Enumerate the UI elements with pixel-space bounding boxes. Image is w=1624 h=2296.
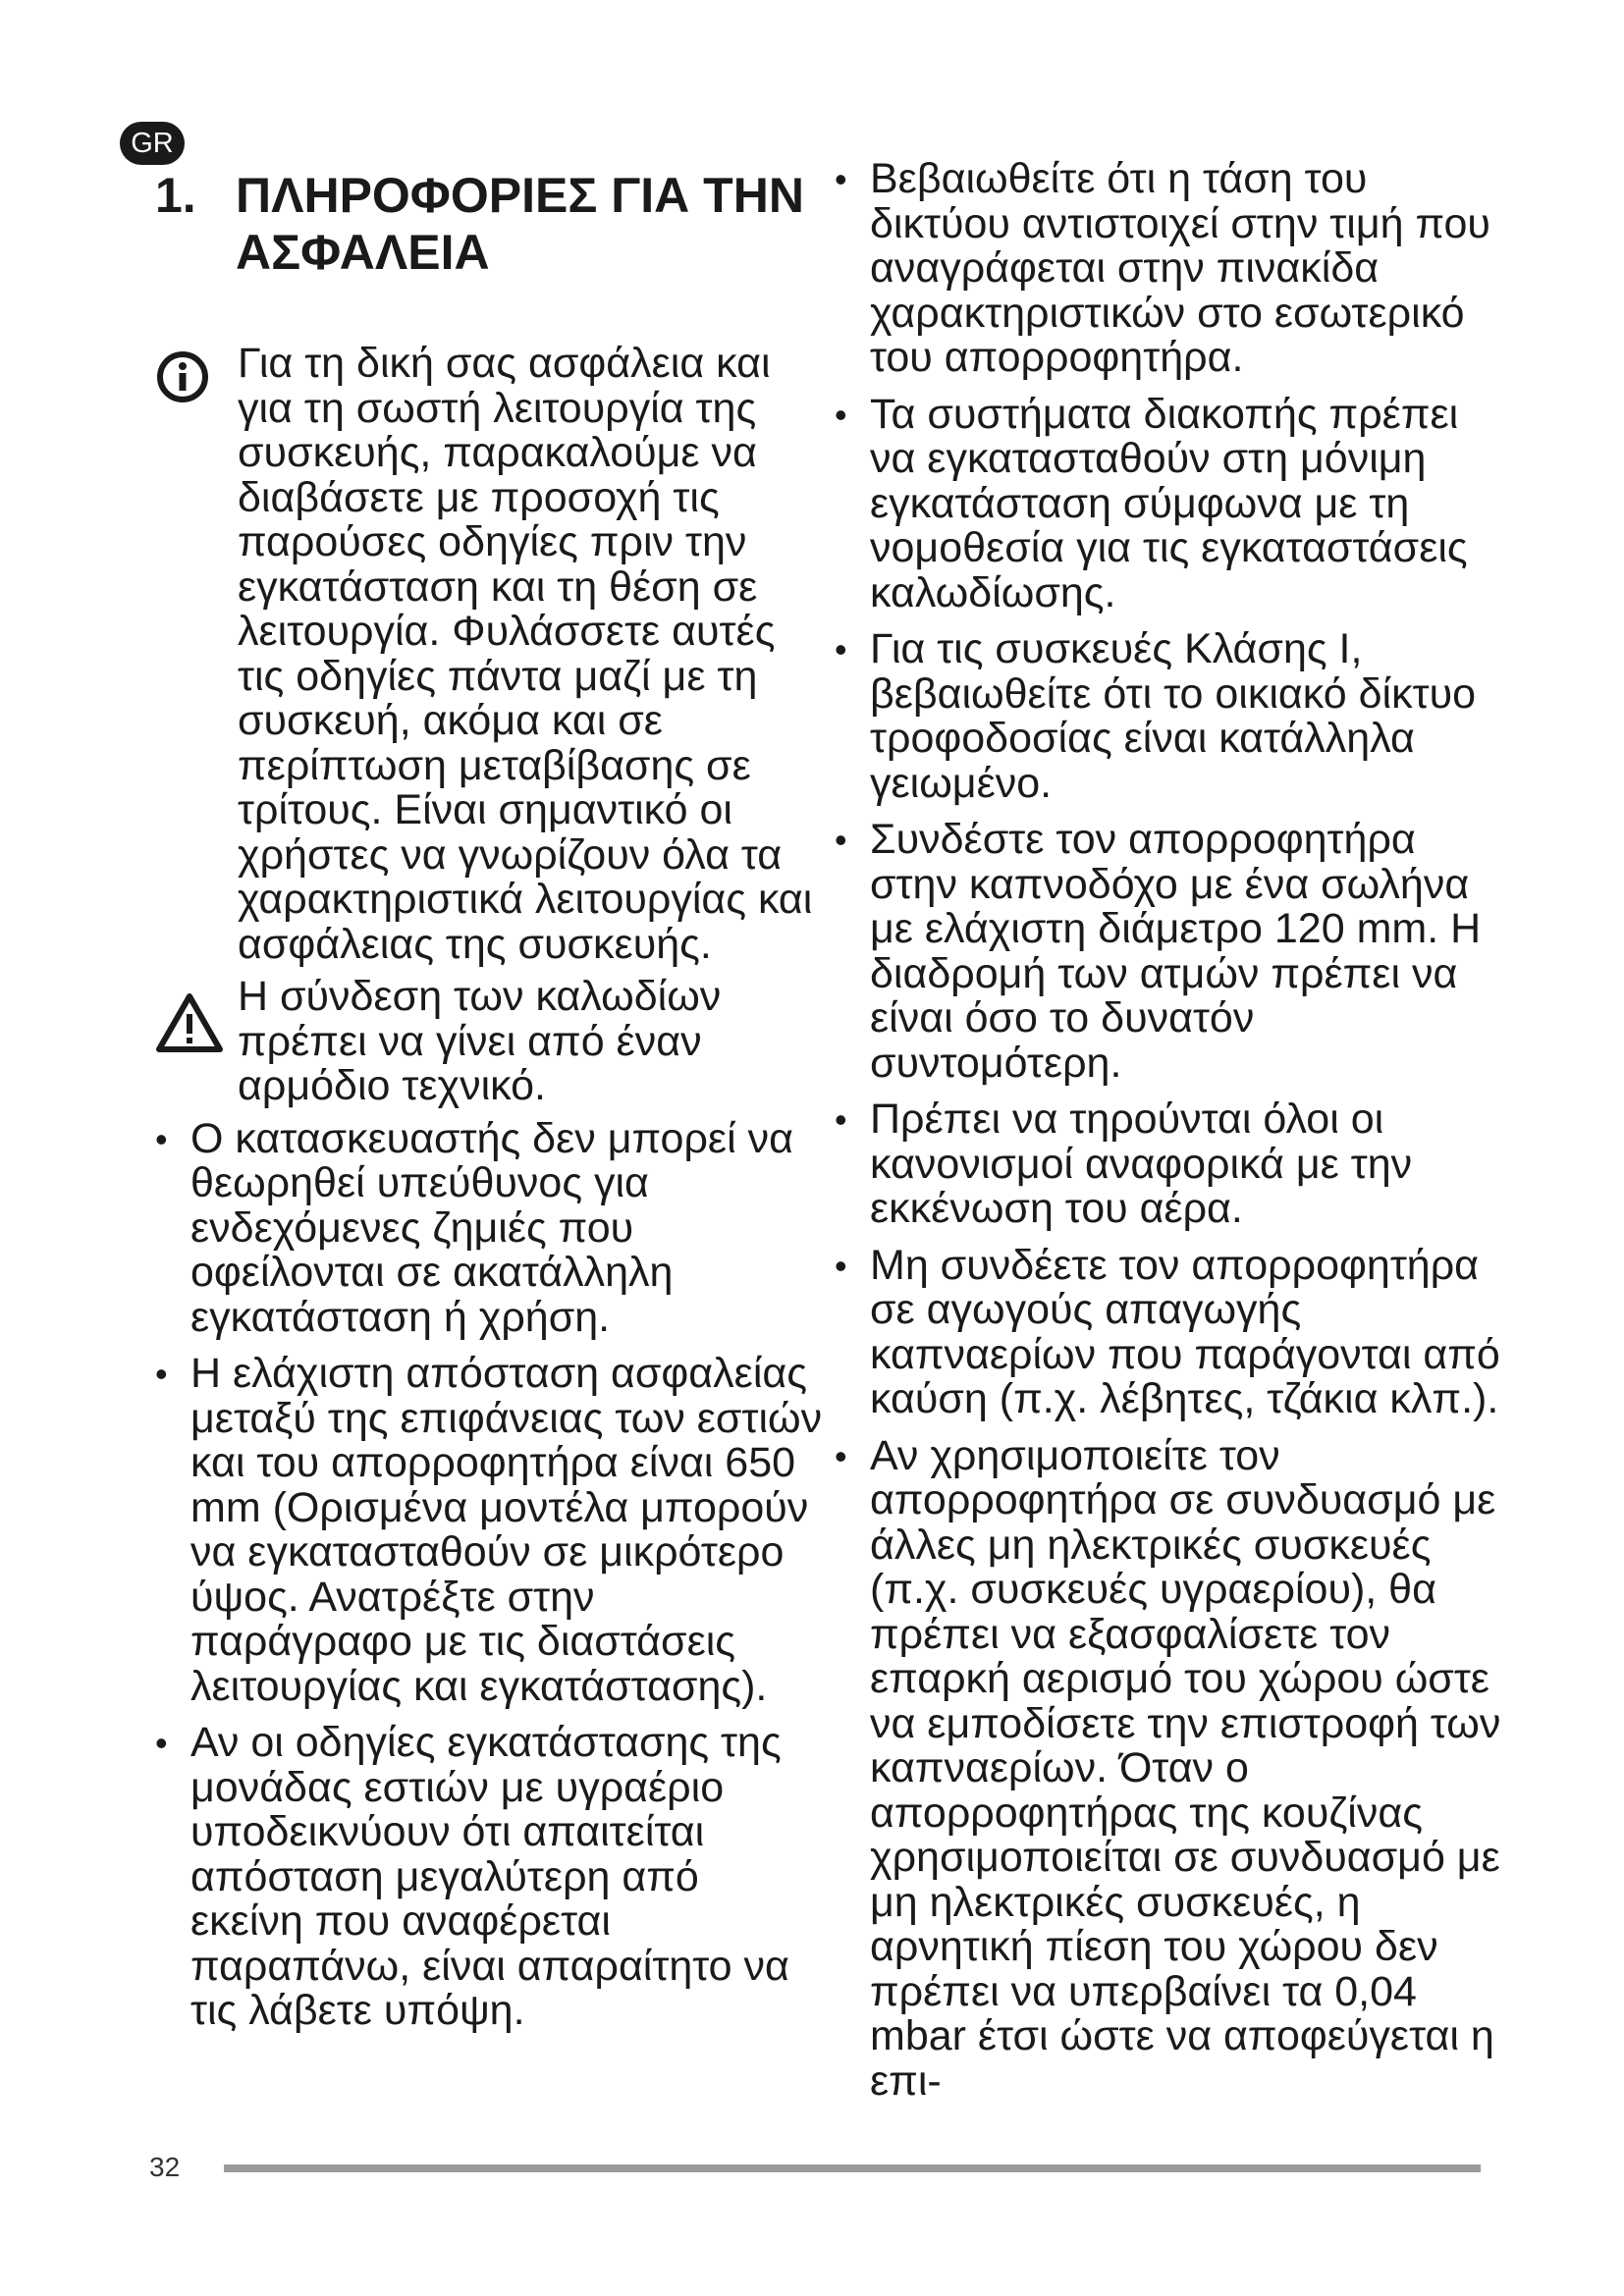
list-item: • Ο κατασκευαστής δεν μπορεί να θεωρηθεί υπεύθυνος για ενδεχόμενες ζημιές που οφείλονται σε ακατάλληλη εγκατάσταση ή χρήση. bbox=[155, 1117, 823, 1341]
list-item: • Μη συνδέετε τον απορροφητήρα σε αγωγούς απαγωγής καπναερίων που παράγονται από καύση (π.χ. λέβητες, τζάκια κλπ.). bbox=[835, 1244, 1512, 1422]
list-item: • Τα συστήματα διακοπής πρέπει να εγκατασταθούν στη μόνιμη εγκατάσταση σύμφωνα με τη νομοθεσία για τις εγκαταστάσεις καλωδίωσης. bbox=[835, 393, 1512, 616]
right-bullet-list bbox=[835, 157, 1512, 2104]
list-item: • Αν χρησιμοποιείτε τον απορροφητήρα σε συνδυασμό με άλλες μη ηλεκτρικές συσκευές (π.χ. συσκευές υγραερίου), θα πρέπει να εξασφαλίσετε τον επαρκή αερισμό του χώρου ώστε να εμποδίσετε την επιστροφή των καπναερίων. Όταν ο απορροφητήρας της κουζίνας χρησιμοποιείται σε συνδυασμό με μη ηλεκτρικές συσκευές, η αρνητική πίεση του χώρου δεν πρέπει να υπερβαίνει τα 0,04 mbar έτσι ώστε να αποφεύγεται η επι- bbox=[835, 1434, 1512, 2105]
section-title: ΠΛΗΡΟΦΟΡΙΕΣ ΓΙΑ ΤΗΝ ΑΣΦΑΛΕΙΑ bbox=[236, 168, 804, 280]
section-heading bbox=[155, 167, 823, 281]
info-notice bbox=[155, 342, 823, 967]
section-number: 1. bbox=[155, 168, 196, 223]
language-badge: GR bbox=[120, 122, 185, 165]
footer-divider bbox=[224, 2164, 1481, 2172]
left-bullet-list bbox=[155, 1114, 823, 2034]
warning-notice-text: Η σύνδεση των καλωδίων πρέπει να γίνει από έναν αρμόδιο τεχνικό. bbox=[238, 973, 722, 1109]
page-number: 32 bbox=[149, 2152, 181, 2182]
right-column bbox=[835, 157, 1512, 2115]
list-item: • Συνδέστε τον απορροφητήρα στην καπνοδόχο με ένα σωλήνα με ελάχιστη διάμετρο 120 mm. Η διαδρομή των ατμών πρέπει να είναι όσο το δυνατόν συντομότερη. bbox=[835, 818, 1512, 1086]
warning-notice bbox=[155, 975, 823, 1109]
info-circle-icon bbox=[155, 342, 238, 409]
list-item: • Η ελάχιστη απόσταση ασφαλείας μεταξύ της επιφάνειας των εστιών και του απορροφητήρα είναι 650 mm (Ορισμένα μοντέλα μπορούν να εγκατασταθούν σε μικρότερο ύψος. Ανατρέξτε στην παράγραφο με τις διαστάσεις λειτουργίας και εγκατάστασης). bbox=[155, 1352, 823, 1709]
list-item: • Αν οι οδηγίες εγκατάστασης της μονάδας εστιών με υγραέριο υποδεικνύουν ότι απαιτείται απόσταση μεγαλύτερη από εκείνη που αναφέρεται παραπάνω, είναι απαραίτητο να τις λάβετε υπόψη. bbox=[155, 1721, 823, 2034]
list-item: • Για τις συσκευές Κλάσης I, βεβαιωθείτε ότι το οικιακό δίκτυο τροφοδοσίας είναι κατάλληλα γειωμένο. bbox=[835, 627, 1512, 806]
list-item: • Βεβαιωθείτε ότι η τάση του δικτύου αντιστοιχεί στην τιμή που αναγράφεται στην πινακίδα χαρακτηριστικών στο εσωτερικό του απορροφητήρα. bbox=[835, 157, 1512, 381]
list-item: • Πρέπει να τηρούνται όλοι οι κανονισμοί αναφορικά με την εκκένωση του αέρα. bbox=[835, 1097, 1512, 1232]
left-column bbox=[155, 167, 823, 2046]
warning-triangle-icon bbox=[155, 975, 238, 1058]
info-notice-text: Για τη δική σας ασφάλεια και για τη σωστή λειτουργία της συσκευής, παρακαλούμε να διαβάσετε με προσοχή τις παρούσες οδηγίες πριν την εγκατάσταση και τη θέση σε λειτουργία. Φυλάσσετε αυτές τις οδηγίες πάντα μαζί με τη συσκευή, ακόμα και σε περίπτωση μεταβίβασης σε τρίτους. Είναι σημαντικό οι χρήστες να γνωρίζουν όλα τα χαρακτηριστικά λειτουργίας και ασφάλειας της συσκευής. bbox=[238, 340, 813, 968]
